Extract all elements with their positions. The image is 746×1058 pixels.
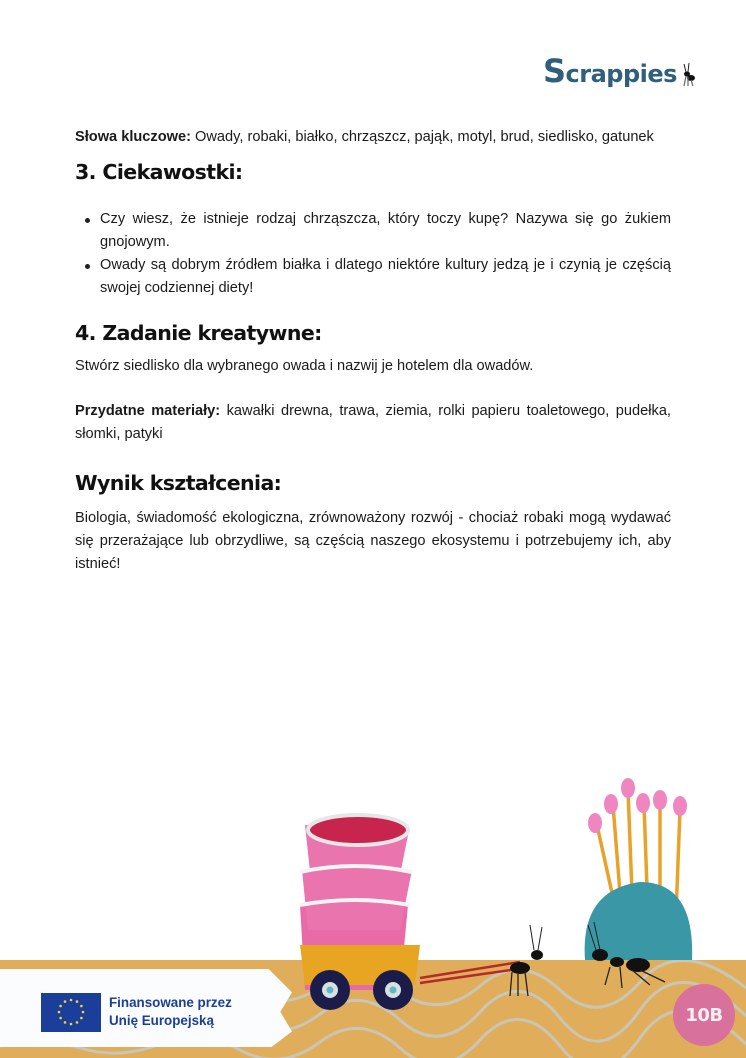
- cart-icon: [300, 945, 525, 1010]
- eu-flag-icon: [41, 993, 101, 1032]
- materials-label: Przydatne materiały:: [75, 403, 221, 419]
- fact-item: Owady są dobrym źródłem białka i dlatego niektóre kultury jedzą je i czynią je częścią swojej codziennej diety!: [100, 254, 671, 300]
- pincushion-icon: [585, 778, 693, 960]
- section-3-heading: 3. Ciekawostki:: [75, 160, 243, 184]
- task-text: Stwórz siedlisko dla wybranego owada i nazwij je hotelem dla owadów.: [75, 358, 534, 374]
- outcome-text: Biologia, świadomość ekologiczna, zrównoważony rozwój - chociaż robaki mogą wydawać się przerażające lub obrzydliwe, są częścią naszego ekosystemu i potrzebujemy ich, aby istnieć!: [75, 510, 671, 572]
- page-number-badge: [673, 984, 735, 1046]
- outcome-heading: Wynik kształcenia:: [75, 471, 282, 495]
- logo-word: crappies: [565, 60, 677, 88]
- keywords-label: Słowa kluczowe:: [75, 129, 191, 145]
- ant-pulling-icon: [510, 925, 543, 996]
- eu-text-line-1: Finansowane przez: [109, 995, 232, 1010]
- materials-text: kawałki drewna, trawa, ziemia, rolki papieru toaletowego, pudełka, słomki, patyki: [75, 403, 671, 442]
- section-4-heading: 4. Zadanie kreatywne:: [75, 321, 322, 345]
- logo-initial: S: [543, 52, 566, 90]
- eu-funding-text: [109, 994, 232, 1030]
- eu-text-line-2: Unię Europejską: [109, 1013, 214, 1028]
- fact-item: Czy wiesz, że istnieje rodzaj chrząszcza, który toczy kupę? Nazywa się go żukiem gnojowym.: [100, 208, 671, 254]
- page-number: 10B: [685, 1004, 723, 1026]
- keywords-text: Owady, robaki, białko, chrząszcz, pająk, motyl, brud, siedlisko, gatunek: [190, 129, 654, 145]
